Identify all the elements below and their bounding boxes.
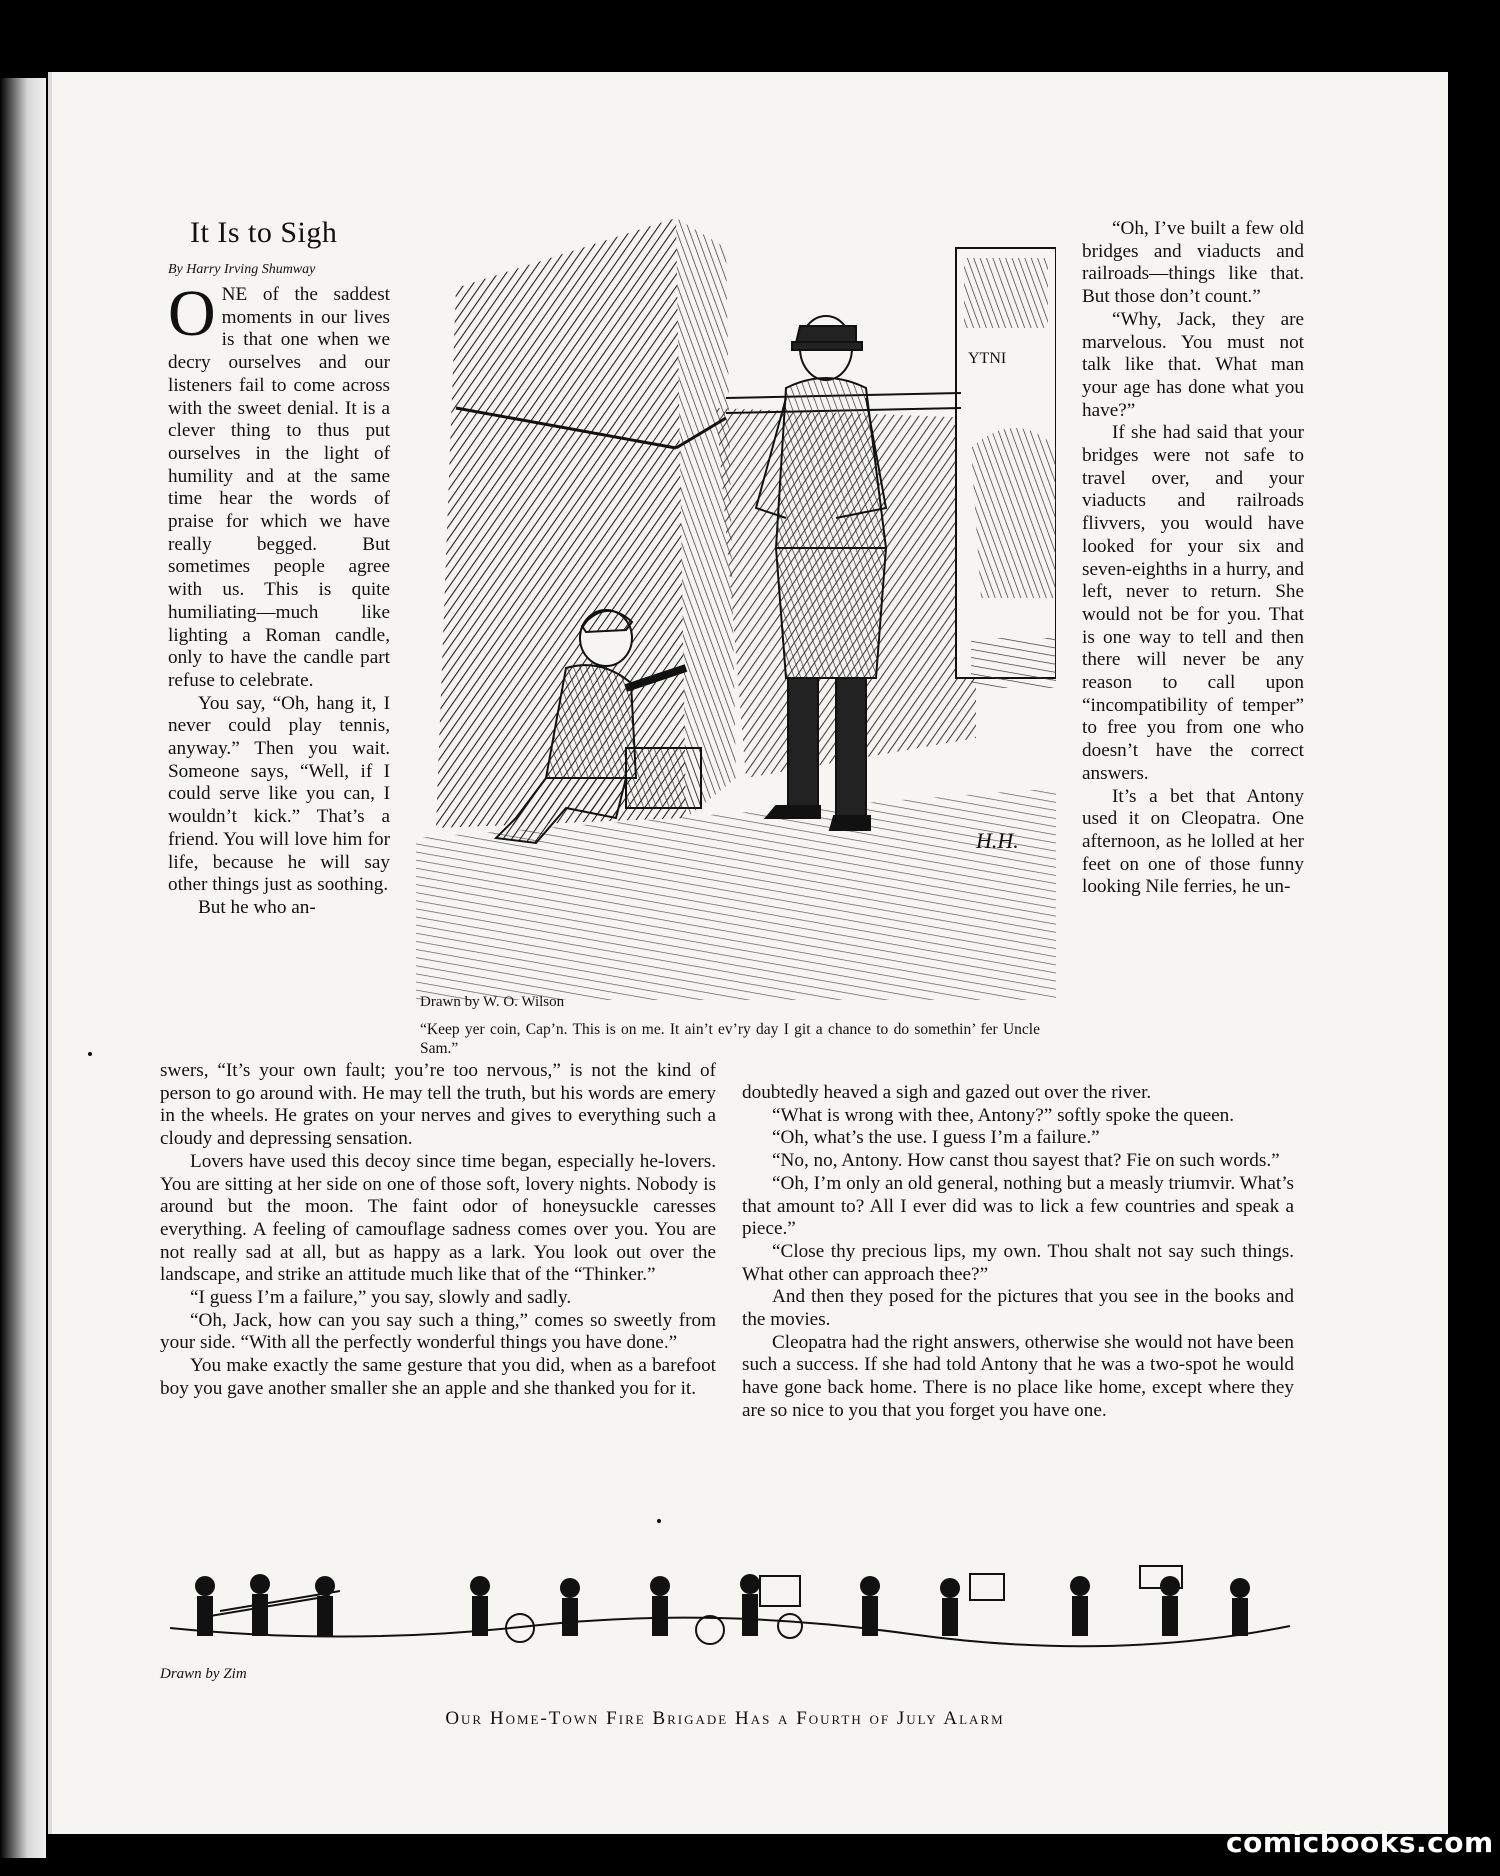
paragraph: “Oh, Jack, how can you say such a thing,” comes so sweetly from your side. “With all the perfectly wonderful things you have done.” [160, 1309, 716, 1354]
book-spine-edge [0, 78, 46, 1858]
paragraph: “What is wrong with thee, Antony?” softly spoke the queen. [772, 1104, 1234, 1126]
article-byline: By Harry Irving Shumway [168, 262, 316, 277]
svg-text:YTNI: YTNI [968, 350, 1007, 367]
paragraph: “Oh, what’s the use. I guess I’m a failure.” [772, 1127, 1100, 1149]
paragraph: “I guess I’m a failure,” you say, slowly and sadly. [190, 1287, 572, 1309]
paragraph: You say, “Oh, hang it, I never could play tennis, anyway.” Then you wait. Someone says, “Well, if I could serve like you can, I wouldn’t kick.” That’s a friend. You will love him for life, because he will say other things just as soothing. [168, 692, 390, 896]
bootblack-soldier-illustration [416, 218, 1056, 1000]
illustration-caption: “Keep yer coin, Cap’n. This is on me. It ain’t ev’ry day I git a chance to do somethin’ fer Uncle Sam.” [420, 1021, 1040, 1057]
paragraph: “Close thy precious lips, my own. Thou shalt not say such things. What other can approach thee?” [742, 1240, 1294, 1285]
paragraph: If she had said that your bridges were not safe to travel over, and your viaducts and railroads flivvers, you would have looked for your six and seven-eighths in a hurry, and left, never to return. She would not be for you. That is one way to tell and then there will never be any reason to call upon “incompatibility of temper” to free you from one who doesn’t have the correct answers. [1082, 422, 1304, 784]
site-watermark: comicbooks.com [1226, 1826, 1494, 1859]
paragraph: You make exactly the same gesture that you did, when as a barefoot boy you gave another smaller she an apple and she thanked you for it. [160, 1355, 716, 1399]
paragraph: But he who an- [198, 896, 316, 918]
paragraph: “Oh, I’m only an old general, nothing but a measly triumvir. What’s that amount to? All I ever did was to lick a few countries and speak a piece.” [742, 1172, 1294, 1240]
paragraph: swers, “It’s your own fault; you’re too nervous,” is not the kind of person to go around with. He may tell the truth, but his words are emery in the wheels. He grates on your nerves and gives to everything such a cloudy and depressing sensation. [160, 1060, 716, 1150]
illustration-credit: Drawn by W. O. Wilson [420, 994, 565, 1010]
paragraph: Cleopatra had the right answers, otherwise she would not have been such a success. If she had told Antony that he was a two-spot he would have gone back home. There is no place like home, except where they are so nice to you that you forget you have one. [742, 1331, 1294, 1421]
article-title: It Is to Sigh [190, 216, 338, 249]
svg-text:H.H.: H.H. [976, 828, 1019, 853]
paragraph: “No, no, Antony. How canst thou sayest that? Fie on such words.” [772, 1150, 1280, 1172]
page-right-border [1448, 72, 1456, 1834]
paragraph: NE of the saddest moments in our lives is that one when we decry ourselves and our listeners fail to come across with the sweet denial. It is a clever thing to thus put ourselves in the light of humility and at the same time hear the words of praise for which we have really begged. But sometimes people agree with us. This is quite humiliating—much like lighting a Roman candle, only to have the candle part refuse to celebrate. [168, 284, 390, 691]
print-speck [657, 1519, 661, 1523]
paragraph: Lovers have used this decoy since time began, especially he-lovers. You are sitting at her side on one of those soft, lovery nights. Nobody is around but the moon. The faint odor of honeysuckle caresses everything. A feeling of camouflage sadness comes over you. You are not really sad at all, but as happy as a lark. You look out over the landscape, and strike an attitude much like that of the “Thinker.” [160, 1150, 716, 1286]
column-left-bottom [160, 1060, 716, 1401]
strip-credit: Drawn by Zim [160, 1666, 247, 1682]
fire-brigade-cartoon-strip [150, 1556, 1300, 1654]
paragraph: And then they posed for the pictures that you see in the books and the movies. [742, 1286, 1294, 1331]
drop-cap: O [168, 277, 216, 350]
paragraph: doubtedly heaved a sigh and gazed out over the river. [742, 1082, 1152, 1103]
print-speck [88, 1052, 92, 1056]
paragraph: “Why, Jack, they are marvelous. You must not talk like that. What man your age has done what you have?” [1082, 308, 1304, 421]
column-right-bottom [742, 1082, 1294, 1423]
paragraph: It’s a bet that Antony used it on Cleopatra. One afternoon, as he lolled at her feet on one of those funny looking Nile ferries, he un- [1082, 785, 1304, 898]
column-left-top [168, 277, 390, 920]
strip-caption: Our Home-Town Fire Brigade Has a Fourth of July Alarm [445, 1708, 1005, 1729]
column-right-top [1082, 218, 1304, 899]
paragraph: “Oh, I’ve built a few old bridges and viaducts and railroads—things like that. But those don’t count.” [1082, 218, 1304, 308]
